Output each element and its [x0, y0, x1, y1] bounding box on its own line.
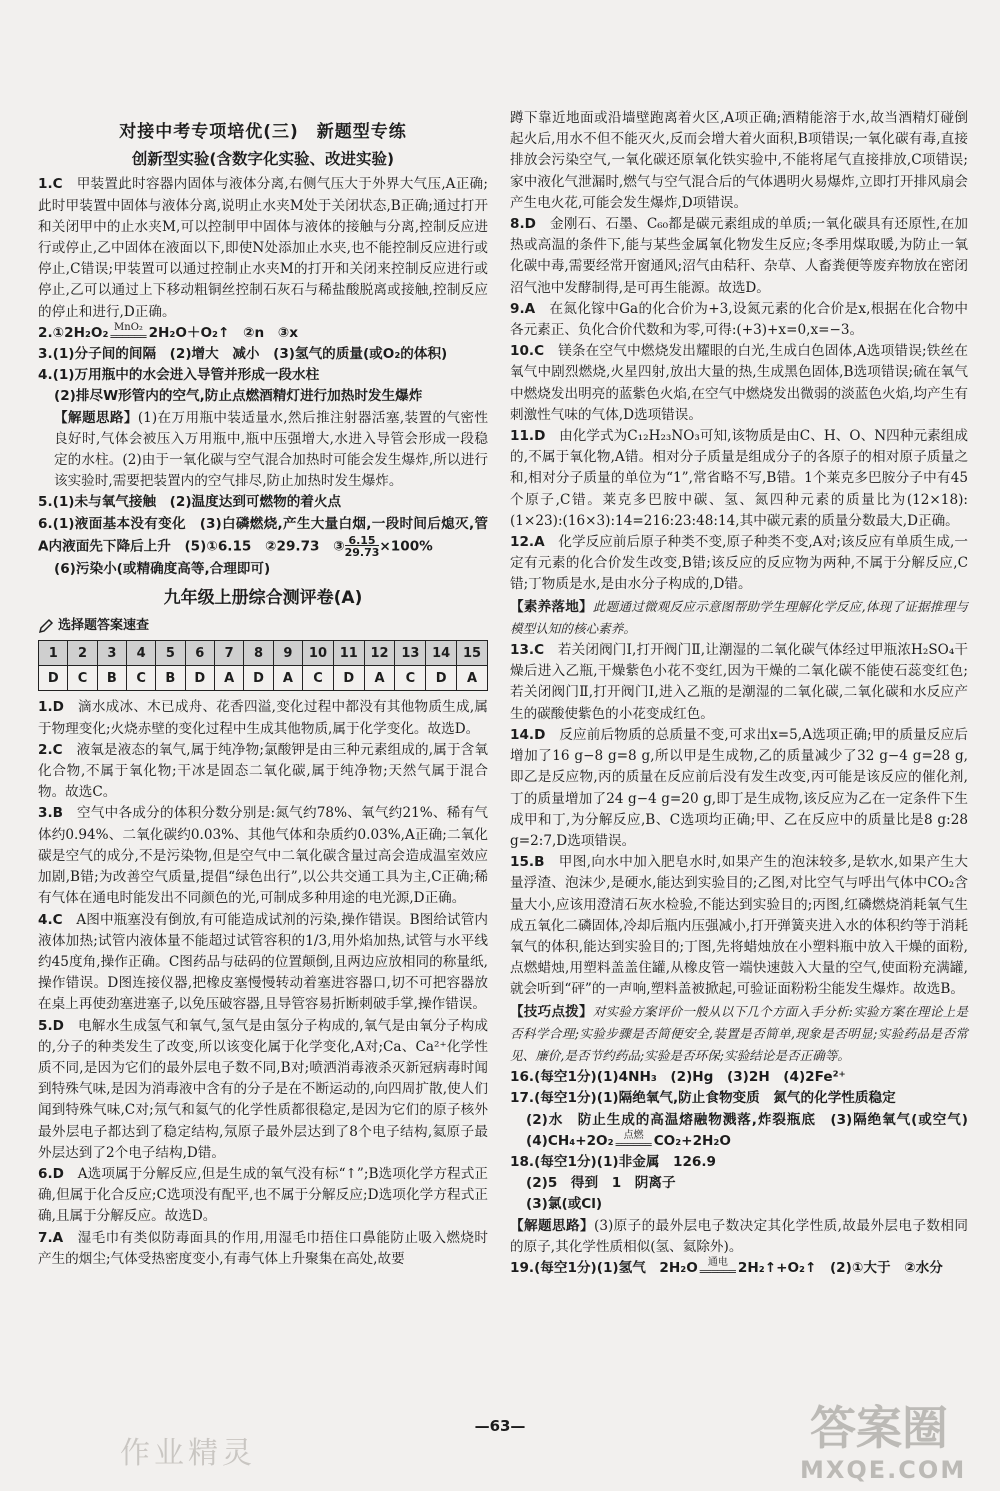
answer-19: 19.(每空1分)(1)氢气 2H₂O 通电 ══════ 2H₂↑+O₂↑ (2)①大于 ②水分: [510, 1257, 943, 1279]
answer-table-cell: D: [39, 666, 68, 691]
answer-18: 18.(每空1分)(1)非金属 126.9: [510, 1153, 717, 1170]
choice-answer-14: 14.D 反应前后物质的总质量不变,可求出x=5,A选项正确;甲的质量反应后增加了16 g−8 g=8 g,所以甲是生成物,乙的质量减少了32 g−4 g=28 g,即乙是反应物,丙的质量在反应前后没有发生改变,丙可能是该反应的催化剂,丁的质量增加了24 g−4 g=20 g,即丁是生成物,该反应为乙在一定条件下生成甲和丁,为分解反应,B、C选项均正确;甲、乙在反应中的质量比是8 g:28 g=2:7,D选项错误。: [510, 726, 968, 849]
answer-table-cell: A: [273, 666, 302, 691]
answer-2: 2.①2H₂O₂ MnO₂ ══════ 2H₂O＋O₂↑ ②n ③x: [38, 322, 299, 344]
answer-table-cell: C: [126, 666, 155, 691]
choice-answer-15: 15.B 甲图,向水中加入肥皂水时,如果产生的泡沫较多,是软水,如果产生大量浮渣、泡沫少,是硬水,能达到实验目的;乙图,对比空气与呼出气体中CO₂含量大小,应该用澄清石灰水检验,不能达到实验目的;丙图,红磷燃烧消耗氧气生成五氧化二磷固体,冷却后瓶内压强减小,打开弹簧夹进入水的体积约等于消耗氧气的体积,能达到实验目的;丁图,先将蜡烛放在小塑料瓶中放入干燥的面粉,点燃蜡烛,用塑料盖盖住罐,从橡皮管一端快速鼓入大量的空气,使面粉充满罐,就会听到“砰”的一声响,塑料盖被掀起,可验证面粉粉尘能发生爆炸。故选B。: [510, 854, 968, 998]
answer-16: 16.(每空1分)(1)4NH₃ (2)Hg (3)2H (4)2Fe²⁺: [510, 1069, 846, 1086]
page-number: —63—: [474, 1417, 526, 1435]
answer-table-cell: A: [457, 666, 488, 691]
answer-table-header-cell: 11: [333, 641, 364, 666]
answer-table-header-cell: 15: [457, 641, 488, 666]
answer-18-3: (3)氯(或Cl): [526, 1196, 603, 1213]
answer-table-header-cell: 1: [39, 641, 68, 666]
answer-table-header-cell: 9: [273, 641, 302, 666]
answer-table-header-cell: 2: [68, 641, 97, 666]
answer-5: 5.(1)未与氧气接触 (2)温度达到可燃物的着火点: [38, 494, 342, 511]
answer-table-header-cell: 3: [97, 641, 126, 666]
choice-answer-4: 4.C A图中瓶塞没有倒放,有可能造成试剂的污染,操作错误。B图给试管内液体加热;试管内液体量不能超过试管容积的1/3,用外焰加热,试管与水平线约45度角,操作正确。C图药品与砝码的位置颠倒,且两边应放相同的称量纸,操作错误。D图连接仪器,把橡皮塞慢慢转动着塞进容器口,切不可把容器放在桌上再使劲塞进塞子,以免压破容器,且导管容易折断刺破手掌,操作错误。: [38, 911, 488, 1013]
answer-table-cell: B: [97, 666, 126, 691]
answer-table-header-cell: 5: [156, 641, 185, 666]
answer-table-header-cell: 13: [395, 641, 426, 666]
answer-17-2: (2)水 防止生成的高温熔融物溅落,炸裂瓶底 (3)隔绝氧气(或空气) (4)CH₄+2O₂ 点燃 ══════ CO₂+2H₂O: [526, 1111, 982, 1152]
answer-table-label: 选择题答案速查: [38, 615, 488, 636]
answer-table-cell: D: [333, 666, 364, 691]
answer-table-cell: C: [395, 666, 426, 691]
answer-17: 17.(每空1分)(1)隔绝氧气,防止食物变质 氮气的化学性质稳定: [510, 1090, 896, 1107]
answer-4: 4.(1)万用瓶中的水会进入导管并形成一段水柱: [38, 367, 320, 384]
choice-answer-11: 11.D 由化学式为C₁₂H₂₃NO₃可知,该物质是由C、H、O、N四种元素组成的,不属于氧化物,A错。相对分子质量是组成分子的各原子的相对原子质量之和,相对分子质量的单位为“1”,常省略不写,B错。1个莱克多巴胺分子中有45个原子,C错。莱克多巴胺中碳、氢、氮四种元素的质量比为(12×18):(1×23):(16×3):14=216:23:48:14,其中碳元素的质量分数最大,D正确。: [510, 428, 968, 529]
test-title: 九年级上册综合测评卷(A): [163, 588, 363, 609]
choice-answer-8: 8.D 金刚石、石墨、C₆₀都是碳元素组成的单质;一氧化碳具有还原性,在加热或高温的条件下,能与某些金属氧化物发生反应;冬季用煤取暖,为防止一氧化碳中毒,需要经常开窗通风;沼气由秸秆、杂草、人畜粪便等废弃物放在密闭沼气池中发酵制得,是可再生能源。故选D。: [510, 216, 968, 296]
answer-table-cell: D: [426, 666, 457, 691]
choice-answer-10: 10.C 镁条在空气中燃烧发出耀眼的白光,生成白色固体,A选项错误;铁丝在氧气中剧烈燃烧,火星四射,放出大量的热,生成黑色固体,B选项错误;硫在氧气中燃烧发出明亮的蓝紫色火焰,在空气中燃烧发出微弱的淡蓝色火焰,均产生有刺激性气味的气体,D选项错误。: [510, 343, 968, 423]
answer-table-header-cell: 12: [364, 641, 395, 666]
answer-4-analysis: 【解题思路】(1)在万用瓶中装适量水,然后推注射器活塞,装置的气密性良好时,气体会被压入万用瓶中,瓶中压强增大,水进入导管会形成一段稳定的水柱。(2)由于一氧化碳与空气混合加热时可能会发生爆炸,所以进行该实验时,需要把装置内的空气排尽,防止加热时发生爆炸。: [54, 409, 489, 490]
choice-answer-2: 2.C 液氧是液态的氧气,属于纯净物;氯酸钾是由三种元素组成的,属于含氧化合物,不属于氧化物;干冰是固态二氧化碳,属于纯净物;天然气属于混合物。故选C。: [38, 741, 488, 801]
literacy-note: 【素养落地】此题通过微观反应示意图帮助学生理解化学反应,体现了证据推理与模型认知的核心素养。: [510, 598, 968, 636]
watermark-url: MXQE.COM: [800, 1456, 967, 1484]
answer-table-header-cell: 7: [214, 641, 243, 666]
answer-table-header-cell: 4: [126, 641, 155, 666]
answer-18-analysis: 【解题思路】(3)原子的最外层电子数决定其化学性质,故最外层电子数相同的原子,其化学性质相似(氢、氦除外)。: [510, 1217, 969, 1255]
answer-table-cell: C: [303, 666, 334, 691]
answer-3: 3.(1)分子间的间隔 (2)增大 减小 (3)氢气的质量(或O₂的体积): [38, 346, 448, 363]
pencil-icon: [38, 618, 54, 634]
choice-answer-13: 13.C 若关闭阀门Ⅰ,打开阀门Ⅱ,让潮湿的二氧化碳气体经过甲瓶浓H₂SO₄干燥后进入乙瓶,干燥紫色小花不变红,因为干燥的二氧化碳不能使石蕊变红色;若关闭阀门Ⅱ,打开阀门Ⅰ,进入乙瓶的是潮湿的二氧化碳,二氧化碳和水反应产生的碳酸使紫色的小花变成红色。: [510, 642, 968, 722]
choice-answer-6: 6.D A选项属于分解反应,但是生成的氧气没有标“↑”;B选项化学方程式正确,但属于化合反应;C选项没有配平,也不属于分解反应;D选项化学方程式正确,且属于分解反应。故选D。: [38, 1165, 488, 1225]
answer-table-cell: A: [214, 666, 243, 691]
answer-table-header-cell: 10: [303, 641, 334, 666]
answer-table-cell: D: [185, 666, 214, 691]
answer-6: 6.(1)液面基本没有变化 (3)白磷燃烧,产生大量白烟,一段时间后熄灭,管A内液面先下降后上升 (5)①6.15 ②29.73 $③\frac{6.15}{29.73}\times 100\%$: [38, 515, 488, 559]
answer-table-cell: D: [244, 666, 273, 691]
choice-answer-12: 12.A 化学反应前后原子种类不变,原子种类不变,A对;该反应有单质生成,一定有元素的化合价发生改变,B错;该反应的反应物为两种,不属于分解反应,C错;丁物质是水,是由水分子构成的,D错。: [510, 534, 968, 593]
skill-tip: 【技巧点拨】对实验方案评价一般从以下几个方面入手分析:实验方案在理论上是否科学合理;实验步骤是否简便安全,装置是否简单,现象是否明显;实验药品是否常见、廉价,是否节约药品;实验是否环保;实验结论是否正确等。: [510, 1003, 969, 1063]
choice-answer-3: 3.B 空气中各成分的体积分数分别是:氮气约78%、氧气约21%、稀有气体约0.94%、二氧化碳约0.03%、其他气体和杂质约0.03%,A正确;二氧化碳是空气的成分,不是污染物,但是空气中二氧化碳含量过高会造成温室效应加剧,B错;为改善空气质量,提倡“绿色出行”,以公共交通工具为主,C正确;稀有气体在通电时能发出不同颜色的光,可制成多种用途的电光源,D正确。: [38, 805, 488, 907]
choice-answer-5: 5.D 电解水生成氢气和氧气,氢气是由氢分子构成的,氧气是由氧分子构成的,分子的种类发生了改变,所以该变化属于化学变化,A对;Ca、Ca²⁺化学性质不同,是因为它们的最外层电子数不同,B对;喷洒消毒液杀灭新冠病毒时闻到特殊气味,是因为消毒液中含有的分子是在不断运动的,向四周扩散,使人们闻到特殊气味,C对;氖气和氦气的化学性质都很稳定,是因为它们的原子核外最外层电子都达到了稳定结构,氖原子最外层达到了8个电子结构,氦原子最外层达到了2个电子结构,D错。: [38, 1017, 488, 1161]
left-column: [38, 112, 488, 1270]
choice-answer-9: 9.A 在氮化镓中Ga的化合价为+3,设氮元素的化合价是x,根据在化合物中各元素正、负化合价代数和为零,可得:(+3)+x=0,x=−3。: [510, 300, 968, 339]
choice-answer-7: 7.A 湿毛巾有类似防毒面具的作用,用湿毛巾捂住口鼻能防止吸入燃烧时产生的烟尘;气体受热密度变小,有毒气体上升聚集在高处,故要: [38, 1229, 488, 1267]
watermark-logo: 答案圈: [810, 1401, 948, 1455]
answer-18-2: (2)5 得到 1 阴离子: [526, 1175, 676, 1192]
answer-6-6: (6)污染小(或精确度高等,合理即可): [54, 560, 271, 577]
answer-table-header-cell: 14: [426, 641, 457, 666]
answer-table-header-cell: 8: [244, 641, 273, 666]
answer-table-cell: B: [156, 666, 185, 691]
right-column: [510, 108, 982, 1279]
answer-1: 1.C 甲装置此时容器内固体与液体分离,右侧气压大于外界大气压,A正确;此时甲装置中固体与液体分离,说明止水夹M处于关闭状态,B正确;通过打开和关闭甲中的止水夹M,可以控制甲中固体与液体的接触与分离,控制反应进行或停止,乙中固体在液面以下,即使N处添加止水夹,也不能控制反应进行或停止,C错误;甲装置可以通过控制止水夹M的打开和关闭来控制反应进行或停止,乙可以通过上下移动粗铜丝控制石灰石与稀盐酸脱离或接触,控制反应的停止和进行,D正确。: [38, 176, 488, 320]
choice-answer-7-cont: 蹲下靠近地面或沿墙壁跑离着火区,A项正确;酒精能溶于水,故当酒精灯碰倒起火后,用水不但不能灭火,反而会增大着火面积,B项错误;一氧化碳有毒,直接排放会污染空气,一氧化碳还原氧化铁实验中,不能将尾气直接排放,C项错误;家中液化气泄漏时,燃气与空气混合后的气体遇明火易爆炸,立即打开排风扇会产生电火花,可能会发生爆炸,D项错误。: [510, 110, 968, 211]
answer-table-cell: A: [364, 666, 395, 691]
answer-table-header-cell: 6: [185, 641, 214, 666]
choice-answer-1: 1.D 滴水成冰、木已成舟、花香四溢,变化过程中都没有其他物质生成,属于物理变化;火烧赤壁的变化过程中生成其他物质,属于化学变化。故选D。: [38, 699, 488, 737]
answer-table: [38, 640, 488, 691]
watermark-left: 作业精灵: [120, 1436, 256, 1471]
section-subtitle: 创新型实验(含数字化实验、改进实验): [131, 150, 395, 169]
section-title: 对接中考专项培优(三) 新题型专练: [119, 122, 407, 142]
answer-4-2: (2)排尽W形管内的空气,防止点燃酒精灯进行加热时发生爆炸: [54, 388, 423, 405]
answer-table-cell: C: [68, 666, 97, 691]
